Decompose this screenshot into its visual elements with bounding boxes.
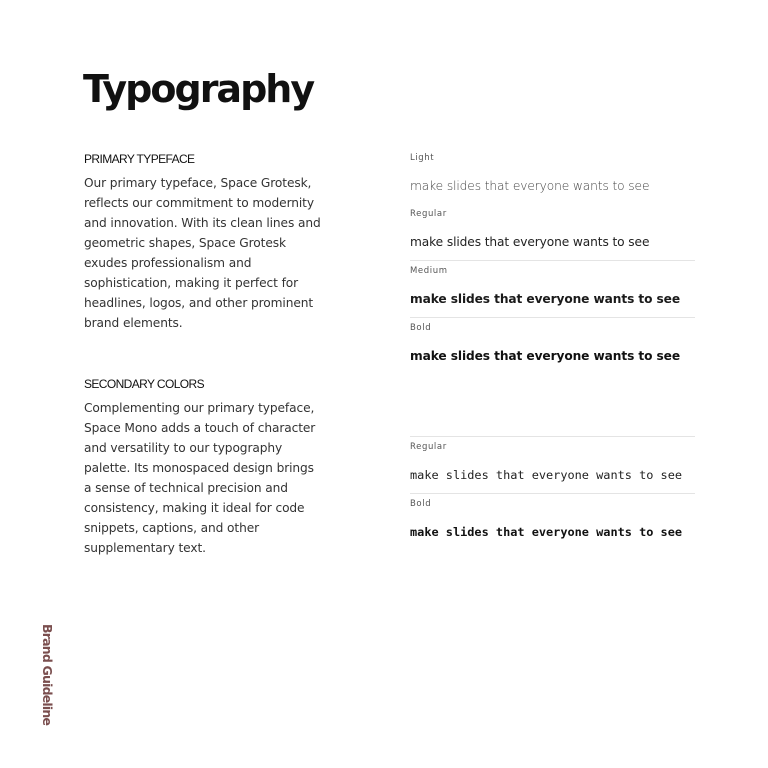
specimen-medium [410,260,695,317]
secondary-typeface-description: Complementing our primary typeface, Space Mono adds a touch of character and versatility to our typography palette. Its monospaced design brings a sense of technical precision and consistency, making it ideal for code snippets, captions, and other supplementary text. [84,401,316,555]
secondary-typeface-section [84,376,324,558]
sample-text: make slides that everyone wants to see [410,179,650,193]
sample-text: make slides that everyone wants to see [410,235,650,249]
primary-typeface-heading: PRIMARY TYPEFACE [84,152,195,166]
mono-sample-text: make slides that everyone wants to see [410,525,683,539]
sample-text: make slides that everyone wants to see [410,292,681,306]
mono-sample-text: make slides that everyone wants to see [410,468,683,482]
primary-specimen-list [410,148,695,374]
weight-label: Regular [410,209,447,219]
mono-specimen-bold [410,493,695,550]
weight-label: Bold [410,499,432,509]
sample-text: make slides that everyone wants to see [410,349,681,363]
specimen-bold [410,317,695,374]
page-title: Typography [83,67,314,111]
specimen-light [410,148,695,204]
weight-label: Regular [410,442,447,452]
brand-guideline-label [38,624,54,728]
primary-typeface-section [84,151,324,333]
mono-specimen-regular [410,436,695,493]
secondary-specimen-list [410,436,695,550]
weight-label: Light [410,153,435,163]
brand-guideline-text: Brand Guideline [40,624,55,726]
specimen-regular [410,204,695,260]
primary-typeface-description: Our primary typeface, Space Grotesk, reflects our commitment to modernity and innovation. With its clean lines and geometric shapes, Space Grotesk exudes professionalism and sophistication, making it perfect for headlines, logos, and other prominent brand elements. [84,176,321,330]
secondary-typeface-heading: SECONDARY COLORS [84,377,204,391]
weight-label: Bold [410,323,432,333]
weight-label: Medium [410,266,448,276]
